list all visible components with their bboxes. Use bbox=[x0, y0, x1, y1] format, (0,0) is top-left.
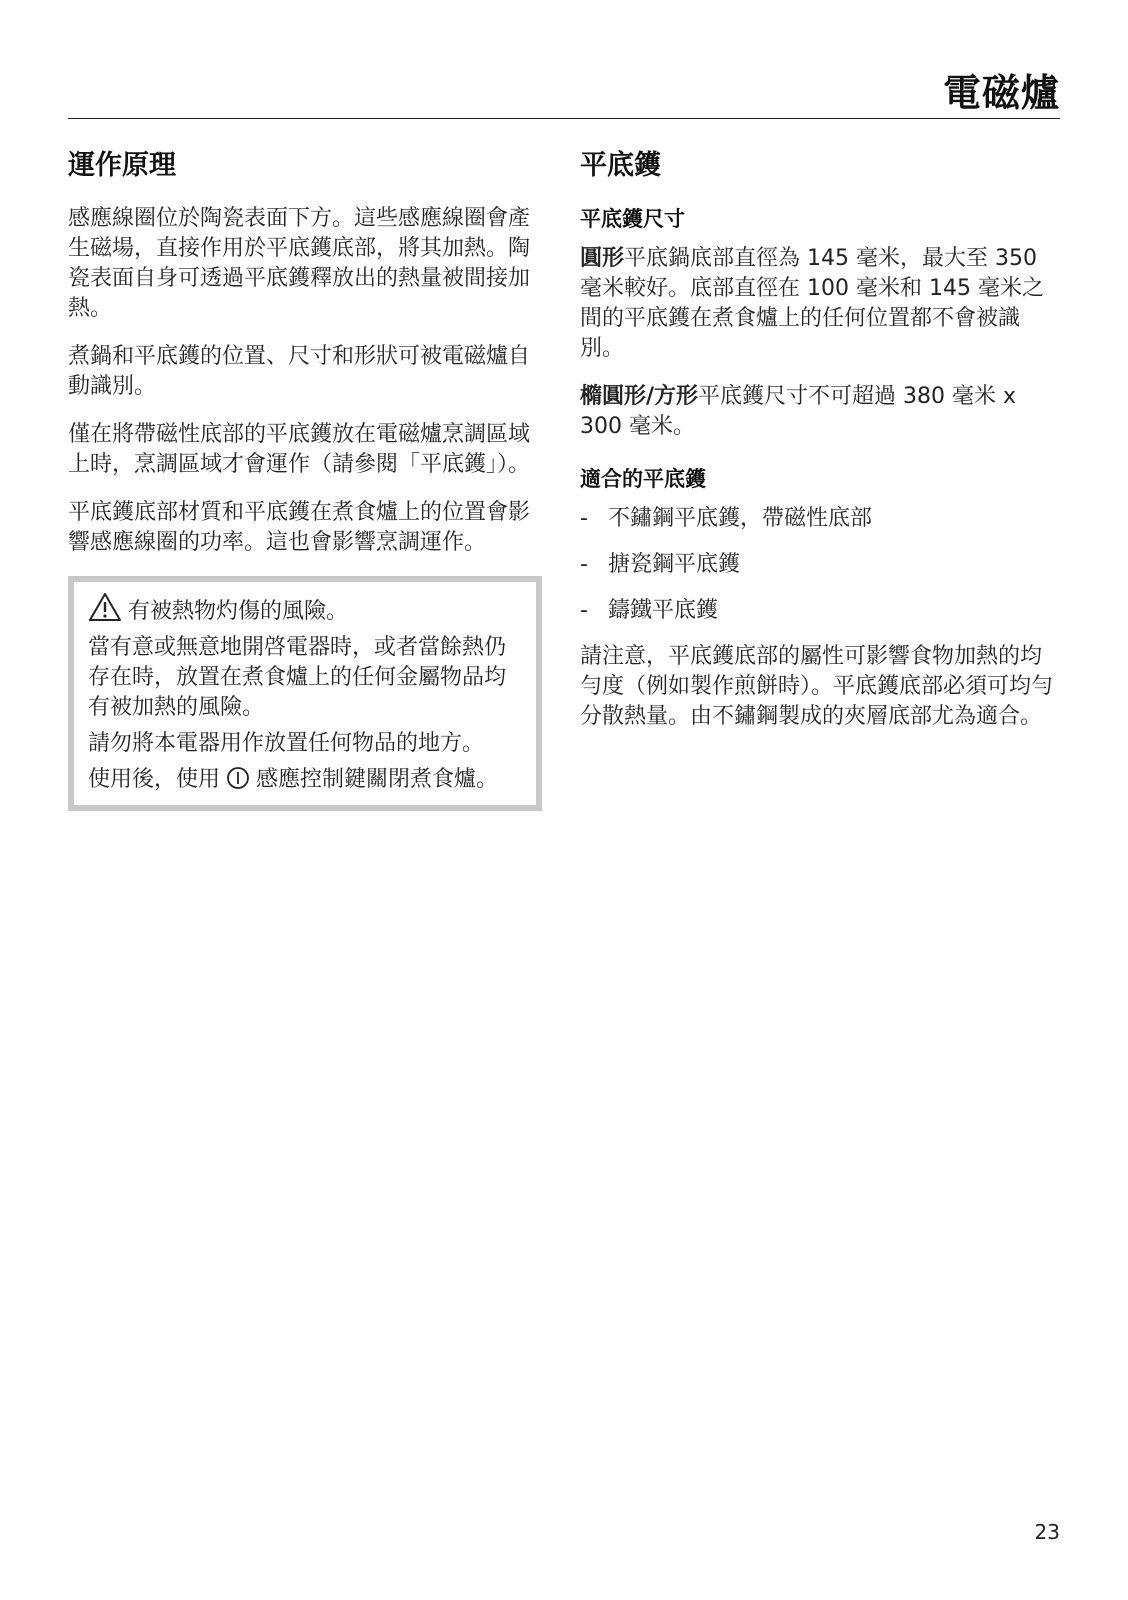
power-icon bbox=[226, 766, 250, 790]
dash-bullet: - bbox=[580, 506, 588, 531]
warning-text-power bbox=[88, 765, 524, 795]
warning-title: 有被熱物灼傷的風險。 bbox=[128, 599, 349, 624]
list-item bbox=[580, 504, 1060, 534]
list-item bbox=[580, 596, 1060, 626]
section-heading-operation: 運作原理 bbox=[68, 150, 176, 181]
right-column bbox=[580, 148, 1060, 750]
warning-text-after: 感應控制鍵關閉煮食爐。 bbox=[256, 767, 499, 792]
warning-text: 當有意或無意地開啓電器時，或者當餘熱仍存在時，放置在煮食爐上的任何金屬物品均有被加熱的風險。 bbox=[88, 635, 507, 720]
dash-bullet: - bbox=[580, 552, 588, 577]
paragraph: 僅在將帶磁性底部的平底鑊放在電磁爐烹調區域上時，烹調區域才會運作（請參閱「平底鑊」）。 bbox=[68, 422, 531, 477]
list-item-text: 搪瓷鋼平底鑊 bbox=[608, 552, 741, 577]
bold-term: 橢圓形/方形 bbox=[580, 384, 699, 409]
paragraph-round bbox=[580, 244, 1060, 364]
paragraph-oval bbox=[580, 382, 1060, 442]
paragraph: 感應線圈位於陶瓷表面下方。這些感應線圈會產生磁場，直接作用於平底鑊底部，將其加熱。陶瓷表面自身可透過平底鑊釋放出的熱量被間接加熱。 bbox=[68, 206, 531, 321]
paragraph-note: 請注意，平底鑊底部的屬性可影響食物加熱的均勻度（例如製作煎餅時）。平底鑊底部必須可均勻分散熱量。由不鏽鋼製成的夾層底部尤為適合。 bbox=[580, 644, 1054, 729]
warning-text-before: 使用後，使用 bbox=[88, 767, 221, 792]
section-heading-pans: 平底鑊 bbox=[580, 150, 661, 181]
subheading-suitable-pans: 適合的平底鑊 bbox=[580, 467, 706, 491]
subheading-pan-size: 平底鑊尺寸 bbox=[580, 207, 685, 231]
paragraph: 煮鍋和平底鑊的位置、尺寸和形狀可被電磁爐自動識別。 bbox=[68, 344, 531, 399]
page-header-title: 電磁爐 bbox=[942, 71, 1060, 115]
warning-title-line bbox=[88, 592, 524, 627]
warning-text: 請勿將本電器用作放置任何物品的地方。 bbox=[88, 731, 485, 756]
warning-triangle-icon bbox=[88, 592, 122, 622]
list-item-text: 鑄鐵平底鑊 bbox=[608, 598, 719, 623]
bold-term: 圓形 bbox=[580, 246, 625, 271]
suitable-pans-list bbox=[580, 504, 1060, 626]
paragraph: 平底鑊底部材質和平底鑊在煮食爐上的位置會影響感應線圈的功率。這也會影響烹調運作。 bbox=[68, 500, 531, 555]
paragraph-text: 平底鑊尺寸不可超過 380 毫米 x 300 毫米。 bbox=[580, 384, 1017, 439]
list-item-text: 不鏽鋼平底鑊，帶磁性底部 bbox=[608, 506, 873, 531]
dash-bullet: - bbox=[580, 598, 588, 623]
left-column bbox=[68, 148, 538, 811]
list-item bbox=[580, 550, 1060, 580]
warning-box bbox=[68, 576, 542, 811]
paragraph-text: 平底鍋底部直徑為 145 毫米，最大至 350 毫米較好。底部直徑在 100 毫米和 145 毫米之間的平底鑊在煮食爐上的任何位置都不會被識別。 bbox=[580, 246, 1044, 361]
page-number: 23 bbox=[1034, 1520, 1060, 1544]
header-divider bbox=[68, 118, 1060, 119]
